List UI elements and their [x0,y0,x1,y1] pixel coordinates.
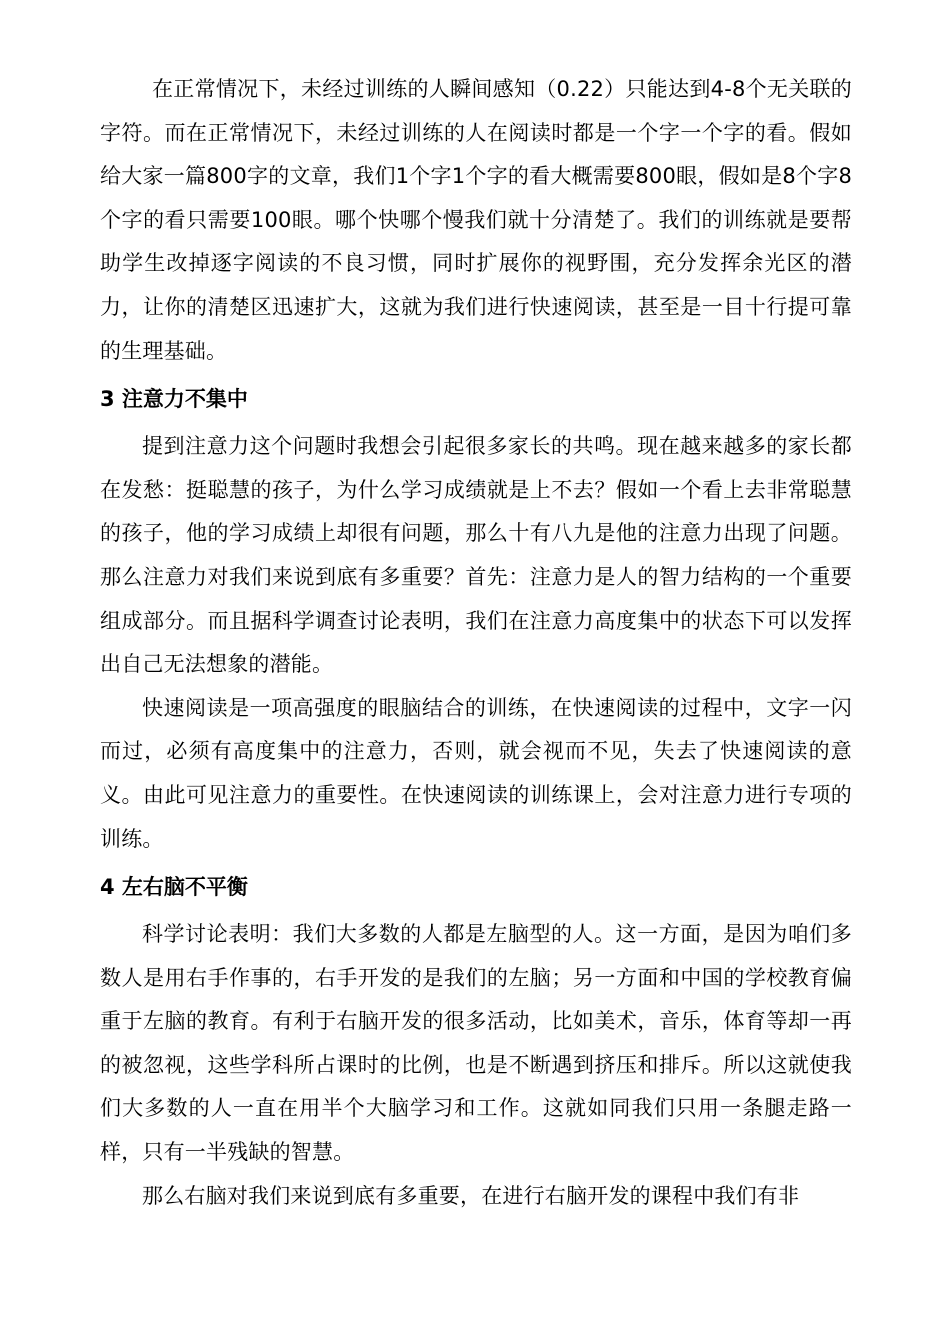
paragraph: 科学讨论表明：我们大多数的人都是左脑型的人。这一方面，是因为咱们多数人是用右手作事的，右手开发的是我们的左脑；另一方面和中国的学校教育偏重于左脑的教育。有利于右脑开发的很多活动，比如美术，音乐，体育等却一再的被忽视，这些学科所占课时的比例，也是不断遇到挤压和排斥。所以这就使我们大多数的人一直在用半个大脑学习和工作。这就如同我们只用一条腿走路一样，只有一半残缺的智慧。 [100,922,852,1165]
paragraph: 快速阅读是一项高强度的眼脑结合的训练，在快速阅读的过程中，文字一闪而过，必须有高度集中的注意力，否则，就会视而不见，失去了快速阅读的意义。由此可见注意力的重要性。在快速阅读的训练课上，会对注意力进行专项的训练。 [100,695,852,851]
paragraph: 在正常情况下，未经过训练的人瞬间感知（0.22）只能达到4-8个无关联的字符。而在正常情况下，未经过训练的人在阅读时都是一个字一个字的看。假如给大家一篇800字的文章，我们1个字1个字的看大概需要800眼，假如是8个字8个字的看只需要100眼。哪个快哪个慢我们就十分清楚了。我们的训练就是要帮助学生改掉逐字阅读的不良习惯，同时扩展你的视野围，充分发挥余光区的潜力，让你的清楚区迅速扩大，这就为我们进行快速阅读，甚至是一目十行提可靠的生理基础。 [100,77,852,363]
paragraph: 那么右脑对我们来说到底有多重要，在进行右脑开发的课程中我们有非 [142,1183,800,1208]
document-body [100,68,852,1218]
section-heading: 4 左右脑不平衡 [100,875,248,900]
paragraph: 提到注意力这个问题时我想会引起很多家长的共鸣。现在越来越多的家长都在发愁：挺聪慧的孩子，为什么学习成绩就是上不去？假如一个看上去非常聪慧的孩子，他的学习成绩上却很有问题，那么十有八九是他的注意力出现了问题。那么注意力对我们来说到底有多重要？首先：注意力是人的智力结构的一个重要组成部分。而且据科学调查讨论表明，我们在注意力高度集中的状态下可以发挥出自己无法想象的潜能。 [100,434,852,677]
section-heading: 3 注意力不集中 [100,387,248,412]
